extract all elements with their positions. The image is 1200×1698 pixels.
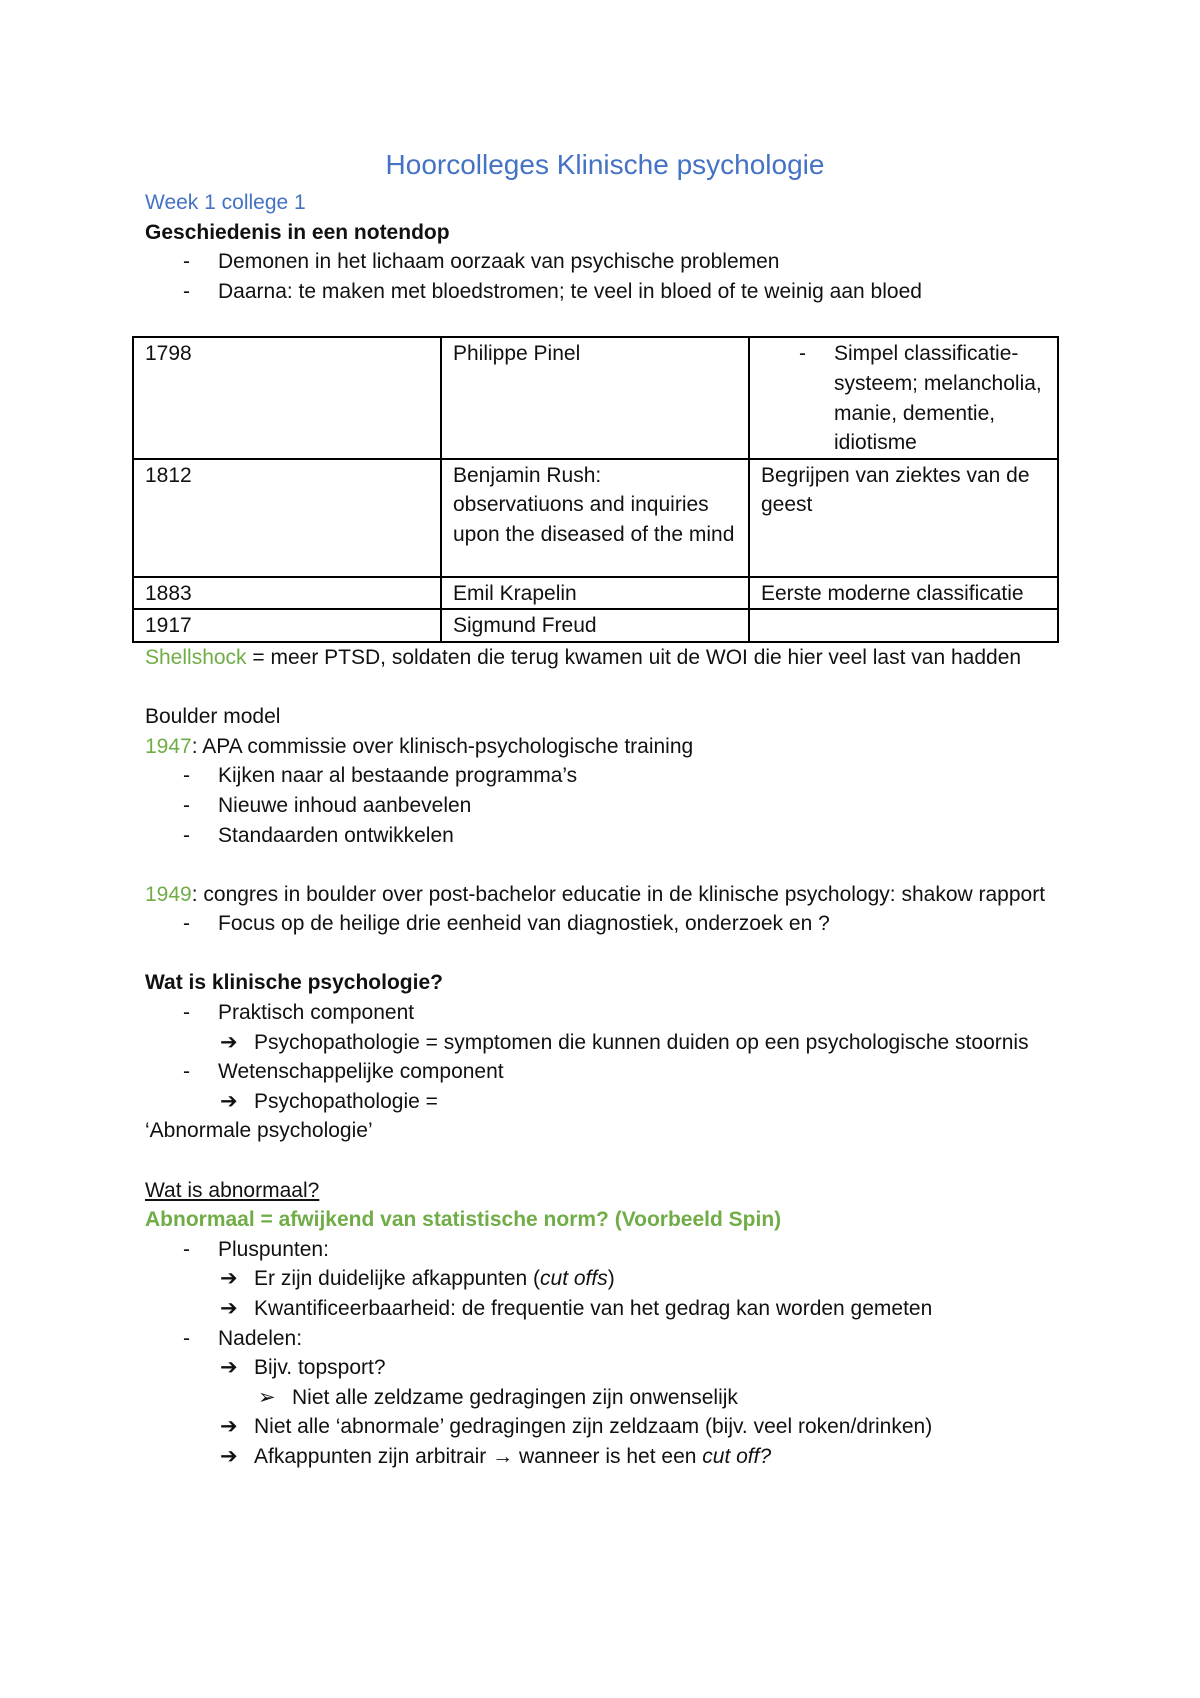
arrow-icon: ➔ — [220, 1444, 238, 1468]
arrow-item-text: Afkappunten zijn arbitrair — [254, 1444, 487, 1468]
sub-arrow-item-text: Niet alle zeldzame gedragingen zijn onwenselijk — [292, 1385, 738, 1409]
inline-arrow-icon: → — [492, 1444, 514, 1468]
list-item: - Kijken naar al bestaande programma’s — [145, 761, 1065, 791]
timeline-note: Begrijpen van ziektes van de geest — [749, 459, 1058, 577]
emphasis: cut offs — [540, 1267, 608, 1291]
arrow-item — [145, 1028, 1065, 1058]
arrow-item — [145, 1412, 1065, 1442]
list-item: - Demonen in het lichaam oorzaak van psychische problemen — [145, 247, 1065, 277]
arrow-item-text: Niet alle ‘abnormale’ gedragingen zijn zeldzaam (bijv. veel roken/drinken) — [254, 1415, 933, 1439]
history-heading: Geschiedenis in een notendop — [145, 220, 450, 244]
list-item: - Standaarden ontwikkelen — [145, 821, 1065, 851]
arrow-item-text: Kwantificeerbaarheid: de frequentie van het gedrag kan worden gemeten — [254, 1297, 933, 1320]
arrow-icon: ➔ — [220, 1356, 238, 1380]
arrow-item — [145, 1442, 1065, 1472]
timeline-person: Benjamin Rush: observatiuons and inquiries upon the diseased of the mind — [441, 459, 749, 577]
arrow-item-text: wanneer is het een — [513, 1444, 703, 1468]
timeline-note — [749, 337, 1058, 458]
timeline-year: 1917 — [133, 609, 441, 642]
timeline-year: 1798 — [133, 337, 441, 458]
timeline-note: Eerste moderne classificatie — [749, 577, 1058, 610]
arrow-icon: ➔ — [220, 1297, 238, 1320]
page-title: Hoorcolleges Klinische psychologie — [385, 149, 825, 180]
list-item: - Pluspunten: — [145, 1235, 1065, 1265]
arrow-item-text: Er zijn duidelijke afkappunten ( — [254, 1267, 541, 1291]
list-item: - Praktisch component — [145, 998, 1065, 1028]
week-heading: Week 1 college 1 — [145, 191, 306, 214]
arrow-item — [145, 1353, 1065, 1383]
arrow-icon: ➔ — [220, 1089, 238, 1113]
boulder-1947-line — [145, 732, 1065, 762]
timeline-person: Sigmund Freud — [441, 609, 749, 642]
timeline-year: 1812 — [133, 459, 441, 577]
list-item: - Nieuwe inhoud aanbevelen — [145, 791, 1065, 821]
timeline-note-bullet: - Simpel classificatie-systeem; melancholia, manie, dementie, idiotisme — [761, 339, 1046, 457]
arrow-icon: ➔ — [220, 1415, 238, 1439]
list-item: - Nadelen: — [145, 1324, 1065, 1354]
abnormal-plus-list — [145, 1235, 1065, 1265]
arrow-item-text: Psychopathologie = symptomen die kunnen duiden op een psychologische stoornis — [254, 1030, 1029, 1054]
table-row — [133, 577, 1058, 610]
abnormal-heading: Wat is abnormaal? — [145, 1178, 320, 1202]
history-list — [145, 247, 1065, 306]
boulder-1949-line — [145, 880, 1065, 910]
document-body — [145, 148, 1065, 1472]
clinical-list — [145, 998, 1065, 1028]
arrow-item — [145, 1264, 1065, 1294]
shellshock-text: = meer PTSD, soldaten die terug kwamen uit de WOI die hier veel last van hadden — [246, 645, 1022, 669]
arrow-item-text: Bijv. topsport? — [254, 1356, 386, 1380]
boulder-1947-list — [145, 761, 1065, 850]
list-item: - Focus op de heilige drie eenheid van diagnostiek, onderzoek en ? — [145, 909, 1065, 939]
list-item: - Daarna: te maken met bloedstromen; te veel in bloed of te weinig aan bloed — [145, 277, 1065, 307]
clinical-closing: ‘Abnormale psychologie’ — [145, 1119, 373, 1143]
clinical-list-2 — [145, 1057, 1065, 1087]
timeline-person: Philippe Pinel — [441, 337, 749, 458]
arrow-icon: ➔ — [220, 1267, 238, 1291]
list-item: - Wetenschappelijke component — [145, 1057, 1065, 1087]
timeline-year: 1883 — [133, 577, 441, 610]
arrow-item-text: Psychopathologie = — [254, 1089, 438, 1113]
boulder-1947-text: : APA commissie over klinisch-psychologische training — [191, 734, 694, 758]
timeline-person: Emil Krapelin — [441, 577, 749, 610]
boulder-1949-text: : congres in boulder over post-bachelor educatie in de klinische psychology: shakow rapport — [191, 882, 1046, 906]
abnormal-minus-list — [145, 1324, 1065, 1354]
arrow-item-text: ) — [607, 1267, 615, 1291]
shellshock-line — [145, 643, 1065, 673]
sub-arrow-icon: ➢ — [258, 1385, 276, 1409]
clinical-heading: Wat is klinische psychologie? — [145, 971, 443, 995]
arrow-item — [145, 1087, 1065, 1117]
boulder-1949-list — [145, 909, 1065, 939]
year-1949: 1949 — [145, 882, 192, 906]
abnormal-statement: Abnormaal = afwijkend van statistische norm? (Voorbeeld Spin) — [145, 1208, 782, 1232]
table-row — [133, 459, 1058, 577]
shellshock-term: Shellshock — [145, 645, 247, 669]
emphasis: cut off? — [702, 1444, 772, 1468]
table-row — [133, 609, 1058, 642]
history-timeline-table — [132, 336, 1059, 643]
boulder-heading: Boulder model — [145, 705, 281, 729]
arrow-icon: ➔ — [220, 1030, 238, 1054]
sub-arrow-item — [145, 1383, 1065, 1413]
timeline-note — [749, 609, 1058, 642]
table-row — [133, 337, 1058, 458]
arrow-item — [145, 1294, 1065, 1324]
year-1947: 1947 — [145, 734, 192, 758]
